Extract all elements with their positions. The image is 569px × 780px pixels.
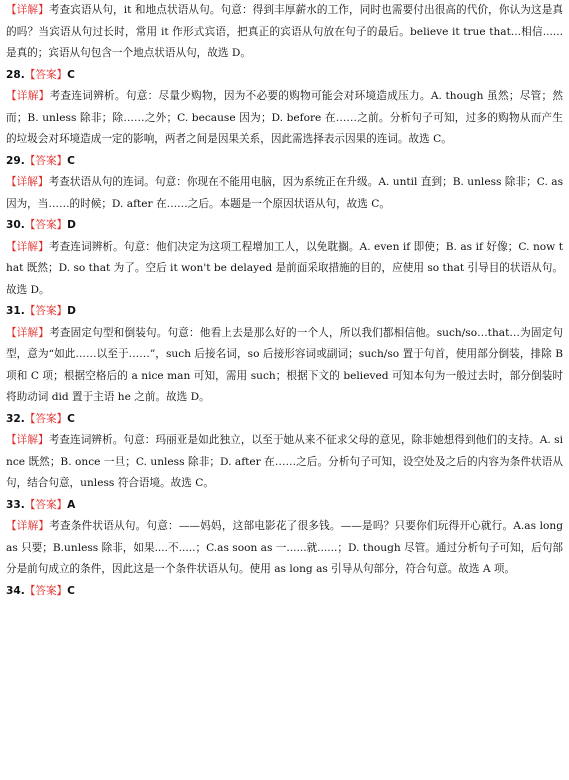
question-number: 30.	[6, 219, 25, 231]
detail-text: 考查连词辨析。句意：他们决定为这项工程增加工人，以免耽搁。A. even if 即使；B. as if 好像；C. now that 既然；D. so that 为了。空后 it won't be delayed 是前面采取措施的目的，应使用 so that 引导目的状语从句。故选 D。	[6, 240, 563, 296]
answer-tag: 【答案】	[24, 154, 68, 167]
explanation	[6, 516, 563, 581]
answer-tag: 【答案】	[24, 584, 68, 597]
question-number: 28.	[6, 68, 25, 81]
answer-tag: 【答案】	[24, 219, 68, 231]
answer-tag: 【答案】	[24, 305, 68, 317]
detail-tag: 【详解】	[6, 240, 49, 253]
detail-text: 考查状语从句的连词。句意：你现在不能用电脑，因为系统正在升级。A. until 直到；B. unless 除非；C. as 因为，当……的时候；D. after 在……之后。本题是一个原因状语从句，故选 C。	[6, 176, 563, 210]
question-number: 33.	[6, 498, 25, 511]
question-32	[6, 409, 563, 495]
detail-tag: 【详解】	[6, 90, 50, 102]
detail-tag: 【详解】	[6, 326, 50, 339]
answer-line	[6, 65, 563, 87]
question-31	[6, 301, 563, 409]
detail-text: 考查宾语从句，it 和地点状语从句。句意：得到丰厚薪水的工作，同时也需要付出很高的代价，你认为这是真的吗？当宾语从句过长时，常用 it 作形式宾语，把真正的宾语从句放在句子的最后。believe it true that...相信......是真的；宾语从句包含一个地点状语从句，故选 D。	[6, 4, 563, 59]
answer-value: C	[67, 68, 75, 81]
question-number: 29.	[6, 154, 25, 167]
answer-value: D	[67, 305, 76, 317]
detail-tag: 【详解】	[6, 520, 50, 532]
explanation	[6, 430, 563, 495]
question-29	[6, 151, 563, 216]
question-number: 31.	[6, 305, 25, 317]
answer-line	[6, 409, 563, 431]
question-30	[6, 215, 563, 301]
answer-line	[6, 581, 563, 603]
question-28	[6, 65, 563, 151]
answer-line	[6, 495, 563, 517]
answer-tag: 【答案】	[24, 498, 68, 511]
question-number: 34.	[6, 584, 25, 597]
answer-line	[6, 301, 563, 323]
explanation	[6, 237, 563, 302]
answer-value: C	[67, 154, 75, 167]
answer-value: C	[67, 584, 75, 597]
question-33	[6, 495, 563, 581]
explanation	[6, 323, 563, 409]
answer-tag: 【答案】	[24, 68, 68, 81]
question-number: 32.	[6, 412, 25, 425]
detail-text: 考查固定句型和倒装句。句意：他看上去是那么好的一个人，所以我们都相信他。such/so…that…为固定句型，意为“如此……以至于……”，such 后接名词，so 后接形容词或副词；such/so 置于句首，使用部分倒装，排除 B 项和 C 项；根据空格后的 a nice man 可知，需用 such；根据下文的 believed 可知本句为一般过去时，部分倒装时将助动词 did 置于主语 he 之前。故选 D。	[6, 326, 563, 403]
explanation	[6, 86, 563, 151]
detail-tag: 【详解】	[6, 4, 49, 16]
detail-text: 考查连词辨析。句意：尽量少购物，因为不必要的购物可能会对环境造成压力。A. though 虽然；尽管；然而；B. unless 除非；除……之外；C. because 因为；D. before 在……之前。分析句子可知，过多的购物从而产生的垃圾会对环境造成一定的影响，两者之间是因果关系，因此需选择表示因果的连词。故选 C。	[6, 90, 564, 145]
detail-text: 考查条件状语从句。句意：——妈妈，这部电影花了很多钱。——是吗？只要你们玩得开心就行。A.as long as 只要；B.unless 除非，如果....不.....；C.as soon as 一......就......；D. though 尽管。通过分析句子可知，后句部分是前句成立的条件，因此这是一个条件状语从句。使用 as long as 引导从句部分，符合句意。故选 A 项。	[6, 520, 563, 575]
question-34	[6, 581, 563, 603]
detail-text: 考查连词辨析。句意：玛丽亚是如此独立，以至于她从来不征求父母的意见，除非她想得到他们的支持。A. since 既然；B. once 一旦；C. unless 除非；D. after 在……之后。分析句子可知，设空处及之后的内容为条件状语从句，结合句意，unless 符合语境。故选 C。	[6, 434, 563, 489]
answer-tag: 【答案】	[24, 412, 68, 425]
answer-value: A	[67, 498, 76, 511]
answer-line	[6, 151, 563, 173]
detail-tag: 【详解】	[6, 434, 49, 446]
detail-tag: 【详解】	[6, 176, 49, 188]
answer-value: C	[67, 412, 75, 425]
answer-value: D	[67, 219, 76, 231]
answer-line	[6, 215, 563, 237]
intro-explanation	[6, 0, 563, 65]
explanation	[6, 172, 563, 215]
